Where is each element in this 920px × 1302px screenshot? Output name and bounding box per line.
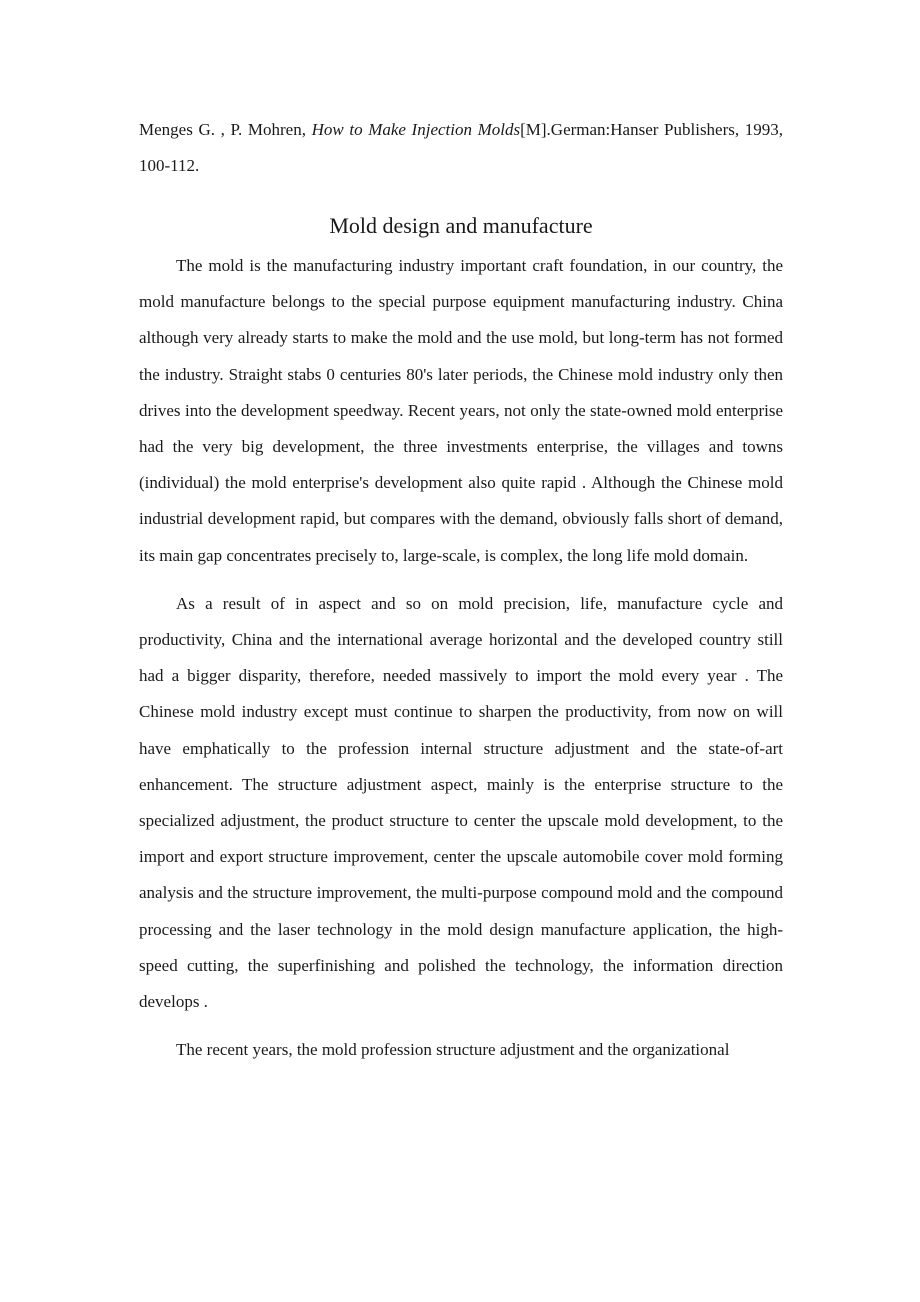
reference-book-title: How to Make Injection Molds	[311, 120, 521, 139]
paragraph-2: As a result of in aspect and so on mold precision, life, manufacture cycle and productivity, China and the international average horizontal and the developed country still had a bigger disparity, therefore, needed massively to import the mold every year . The Chinese mold industry except must continue to sharpen the productivity, from now on will have emphatically to the profession internal structure adjustment and the state-of-art enhancement. The structure adjustment aspect, mainly is the enterprise structure to the specialized adjustment, the product structure to center the upscale mold development, to the import and export structure improvement, center the upscale automobile cover mold forming analysis and the structure improvement, the multi-purpose compound mold and the compound processing and the laser technology in the mold design manufacture application, the high-speed cutting, the superfinishing and polished the technology, the information direction develops .	[139, 593, 783, 1012]
reference-details: [M].German:Hanser Publishers, 1993, 100-112.	[139, 120, 783, 175]
paragraph-1: The mold is the manufacturing industry important craft foundation, in our country, the mold manufacture belongs to the special purpose equipment manufacturing industry. China although very already starts to make the mold and the use mold, but long-term has not formed the industry. Straight stabs 0 centuries 80's later periods, the Chinese mold industry only then drives into the development speedway. Recent years, not only the state-owned mold enterprise had the very big development, the three investments enterprise, the villages and towns (individual) the mold enterprise's development also quite rapid . Although the Chinese mold industrial development rapid, but compares with the demand, obviously falls short of demand, its main gap concentrates precisely to, large-scale, is complex, the long life mold domain.	[139, 256, 783, 565]
document-page	[139, 112, 783, 1080]
reference-authors: Menges G. , P. Mohren,	[139, 120, 312, 139]
reference-entry	[139, 112, 783, 184]
section-heading: Mold design and manufacture	[329, 213, 593, 238]
paragraph-3: The recent years, the mold profession structure adjustment and the organizational	[176, 1040, 730, 1060]
